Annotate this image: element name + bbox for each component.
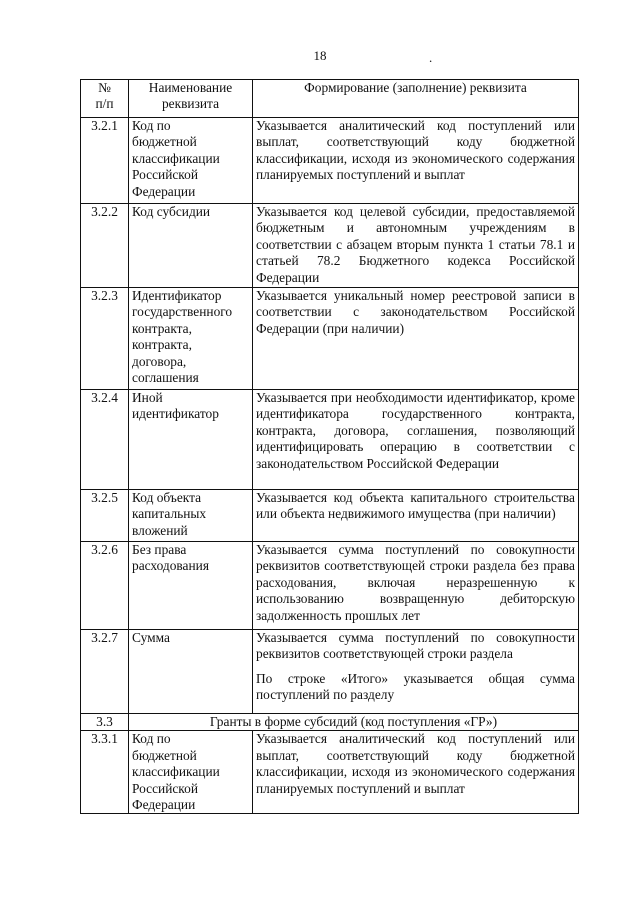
- stray-mark: .: [429, 50, 433, 65]
- table-row: [81, 542, 579, 630]
- row-description-paragraph: По строке «Итого» указывается общая сумма поступлений по разделу: [256, 670, 575, 703]
- table-row: [81, 490, 579, 542]
- row-number: 3.2.2: [81, 204, 129, 288]
- table-header-row: [81, 80, 579, 118]
- table-row: [81, 390, 579, 490]
- row-number: 3.2.5: [81, 490, 129, 542]
- row-name: Иной идентификатор: [129, 390, 253, 490]
- row-description-paragraph: Указывается сумма поступлений по совокупности реквизитов соответствующей строки раздела: [256, 630, 575, 662]
- row-description: Указывается аналитический код поступлений или выплат, соответствующий коду бюджетной классификации, исходя из экономического содержания планируемых поступлений и выплат: [253, 118, 579, 204]
- row-name: Код по бюджетной классификации Российской Федерации: [129, 118, 253, 204]
- section-number: 3.3: [81, 714, 129, 731]
- row-number: 3.2.7: [81, 630, 129, 714]
- row-description: Указывается при необходимости идентификатор, кроме идентификатора государственного контракта, контракта, договора, соглашения, позволяющий идентифицировать операцию в соответствии с законодательством Российской Федерации: [253, 390, 579, 490]
- row-name: Сумма: [129, 630, 253, 714]
- table-row: [81, 204, 579, 288]
- row-name: Идентификатор государственного контракта, контракта, договора, соглашения: [129, 288, 253, 390]
- row-name: Без права расходования: [129, 542, 253, 630]
- page-number: 18: [313, 48, 327, 63]
- table-row: [81, 630, 579, 714]
- row-number: 3.2.1: [81, 118, 129, 204]
- row-description: Указывается код целевой субсидии, предоставляемой бюджетным и автономным учреждениям в соответствии с абзацем вторым пункта 1 статьи 78.1 и статьей 78.2 Бюджетного кодекса Российской Федерации: [253, 204, 579, 288]
- row-description: Указывается аналитический код поступлений или выплат, соответствующий коду бюджетной классификации, исходя из экономического содержания планируемых поступлений и выплат: [253, 731, 579, 814]
- requisites-table: [80, 79, 579, 814]
- row-name: Код субсидии: [129, 204, 253, 288]
- row-number: 3.3.1: [81, 731, 129, 814]
- row-name: Код по бюджетной классификации Российской Федерации: [129, 731, 253, 814]
- row-description: [253, 630, 579, 714]
- header-requisite-filling: Формирование (заполнение) реквизита: [253, 80, 579, 118]
- section-title: Гранты в форме субсидий (код поступления «ГР»): [129, 714, 579, 731]
- table-row: [81, 288, 579, 390]
- row-description: Указывается сумма поступлений по совокупности реквизитов соответствующей строки раздела без права расходования, включая неразрешенную к использованию возвращенную дебиторскую задолженность прошлых лет: [253, 542, 579, 630]
- row-number: 3.2.4: [81, 390, 129, 490]
- row-name: Код объекта капитальных вложений: [129, 490, 253, 542]
- header-requisite-name: Наименование реквизита: [129, 80, 253, 118]
- header-number: № п/п: [81, 80, 129, 118]
- row-number: 3.2.3: [81, 288, 129, 390]
- section-row: [81, 714, 579, 731]
- row-number: 3.2.6: [81, 542, 129, 630]
- table-row: [81, 118, 579, 204]
- table-row: [81, 731, 579, 814]
- row-description: Указывается код объекта капитального строительства или объекта недвижимого имущества (при наличии): [253, 490, 579, 542]
- row-description: Указывается уникальный номер реестровой записи в соответствии с законодательством Российской Федерации (при наличии): [253, 288, 579, 390]
